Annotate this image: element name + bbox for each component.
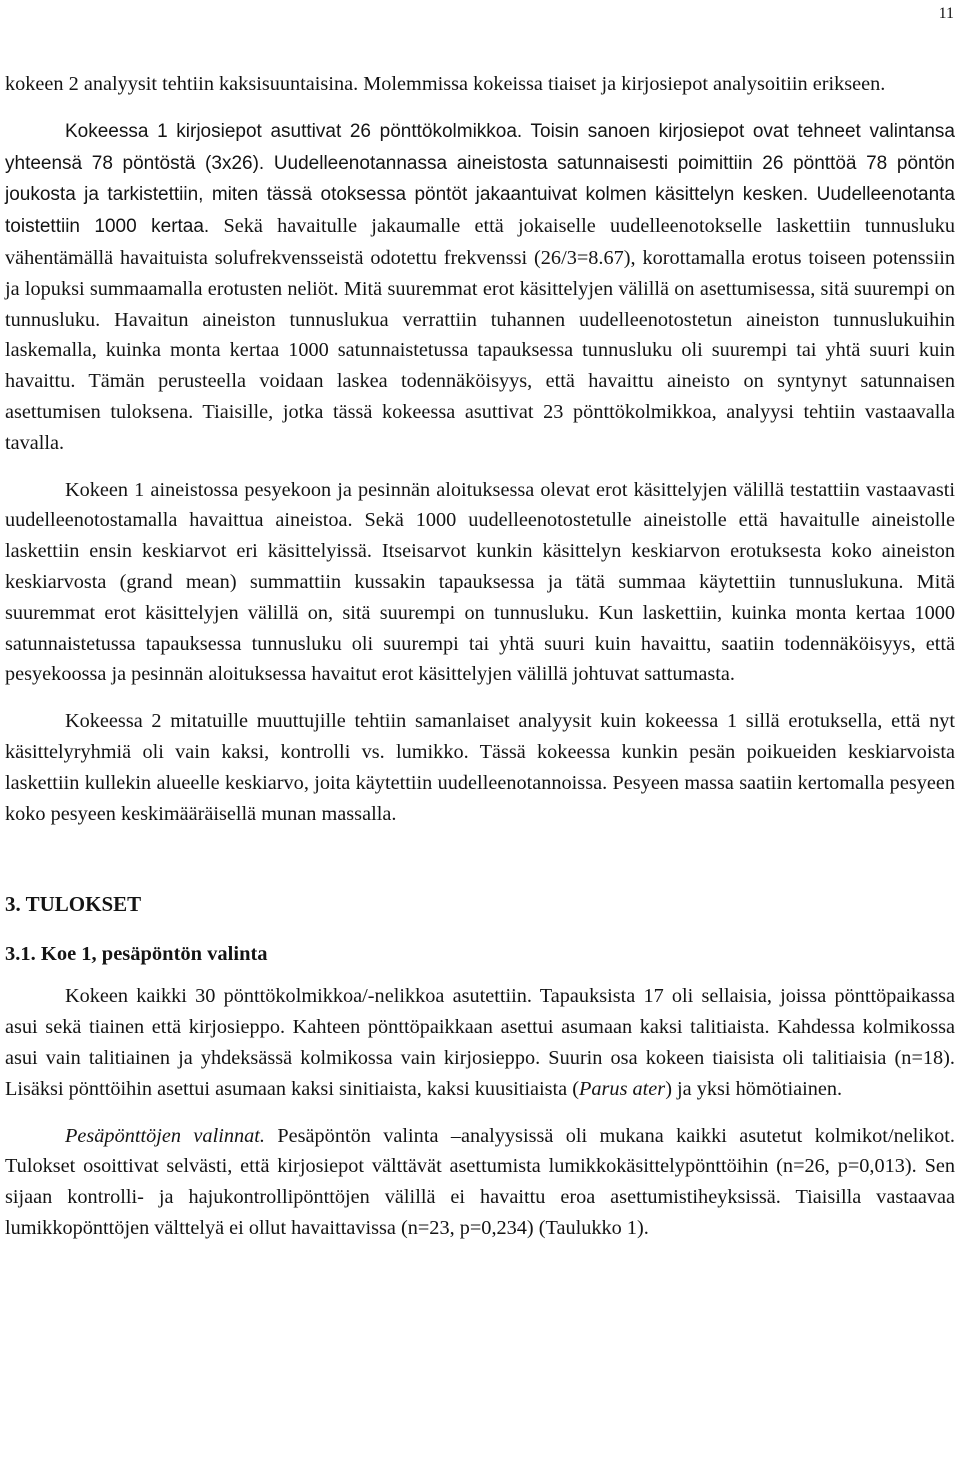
paragraph-experiment1-brood-tests: Kokeen 1 aineistossa pesyekoon ja pesinnän aloituksessa olevat erot käsittelyjen välillä testattiin vastaavasti uudelleenotostamalla havaittua aineistoa. Sekä 1000 uudelleenotostetulle aineistolle että havaitulle aineistolle laskettiin ensin keskiarvot eri käsittelyissä. Itseisarvot kunkin käsittelyn keskiarvon erotuksesta koko aineiston keskiarvosta (grand mean) summattiin kussakin tapauksessa ja tätä summaa käytettiin tunnuslukuna. Mitä suuremmat erot käsittelyjen välillä on, sitä suurempi on tunnusluku. Kun laskettiin, kuinka monta kertaa 1000 satunnaistetussa tapauksessa tunnusluku oli suurempi tai yhtä suuri kuin havaittu, saatiin todennäköisyys, että pesyekoossa ja pesinnän aloituksessa havaitut erot käsittelyjen välillä johtuvat sattumasta. [5,478,955,686]
nestbox-choice-text: Pesäpöntön valinta –analyysissä oli mukana kaikki asutetut kolmikot/nelikot. Tulokset osoittivat selvästi, että kirjosiepot välttävät asettumista lumikkokäsittelypönttöihin (n=26, p=0,013). Sen sijaan kontrolli- ja hajukontrollipönttöjen välillä ei havaittu eroa asettumistiheyksissä. Tiaisilla vastaavaa lumikkopönttöjen välttelyä ei ollut havaittavissa (n=23, p=0,234) (Taulukko 1). [5,1124,955,1239]
page-number: 11 [938,5,954,22]
paragraph-nestbox-choice [5,1121,955,1244]
paragraph-lead-in: Pesäpönttöjen valinnat. [65,1124,265,1147]
paragraph-experiment1-occupancy [5,981,955,1104]
paragraph-experiment2-analyses: Kokeessa 2 mitatuille muuttujille tehtiin samanlaiset analyysit kuin kokeessa 1 sillä erotuksella, että nyt käsittelyryhmiä oli vain kaksi, kontrolli vs. lumikko. Tässä kokeessa kunkin pesän poikueiden keskiarvoista laskettiin kullekin alueelle keskiarvo, joita käytettiin uudelleenotannoissa. Pesyeen massa saatiin kertomalla pesyeen koko pesyeen keskimääräisellä munan massalla. [5,710,955,825]
paragraph-resampling-method [5,116,955,459]
paragraph-resampling-method-sans-part: Kokeessa 1 kirjosiepot asuttivat 26 pönttökolmikkoa. Toisin sanoen kirjosiepot ovat tehneet valintansa yhteensä 78 pöntöstä (3x26). Uudelleenotannassa aineistosta satunnaisesti poimittiin 26 pönttöä 78 pöntön joukosta ja tarkistettiin, miten tässä otoksessa pöntöt jakaantuivat kolmen käsittelyn kesken. Uudelleenotanta toistettiin 1000 kertaa. [5,120,955,238]
species-name-parus-ater: Parus ater [579,1077,666,1100]
paragraph-analysis-direction: kokeen 2 analyysit tehtiin kaksisuuntaisina. Molemmissa kokeissa tiaiset ja kirjosiepot analysoitiin erikseen. [5,73,886,95]
section-heading-results: 3. TULOKSET [5,892,142,917]
subsection-heading-experiment1: 3.1. Koe 1, pesäpöntön valinta [5,943,268,966]
document-body [5,69,955,1244]
occupancy-text-start: Kokeen kaikki 30 pönttökolmikkoa/-nelikkoa asutettiin. Tapauksista 17 oli sellaisia, joissa pönttöpaikassa asui sekä tiainen että kirjosieppo. Kahteen pönttöpaikkaan asettui asumaan kaksi talitiaista. Kahdessa kolmikossa asui vain talitiainen ja yhdeksässä kolmikossa vain kirjosieppo. Suurin osa kokeen tiaisista oli talitiaisia (n=18). Lisäksi pönttöihin asettui asumaan kaksi sinitiaista, kaksi kuusitiaista ( [5,985,955,1100]
occupancy-text-end: ) ja yksi hömötiainen. [665,1077,843,1100]
paragraph-resampling-method-serif-part: Sekä havaitulle jakaumalle että jokaiselle uudelleenotokselle laskettiin tunnusluku vähentämällä havaituista solufrekvensseistä odotettu frekvenssi (26/3=8.67), korottamalla erotus toiseen potenssiin ja lopuksi summaamalla erotusten neliöt. Mitä suuremmat erot käsittelyjen välillä on asettumisessa, sitä suurempi on tunnusluku. Havaitun aineiston tunnuslukua verrattiin tuhannen uudelleenotostetun aineiston tunnuslukuihin laskemalla, kuinka monta kertaa 1000 satunnaistetussa tapauksessa tunnusluku oli suurempi tai yhtä suuri kuin havaittu. Tämän perusteella voidaan laskea todennäköisyys, että havaittu aineisto on syntynyt satunnaisen asettumisen tuloksena. Tiaisille, jotka tässä kokeessa asuttivat 23 pönttökolmikkoa, analyysi tehtiin vastaavalla tavalla. [5,215,955,454]
